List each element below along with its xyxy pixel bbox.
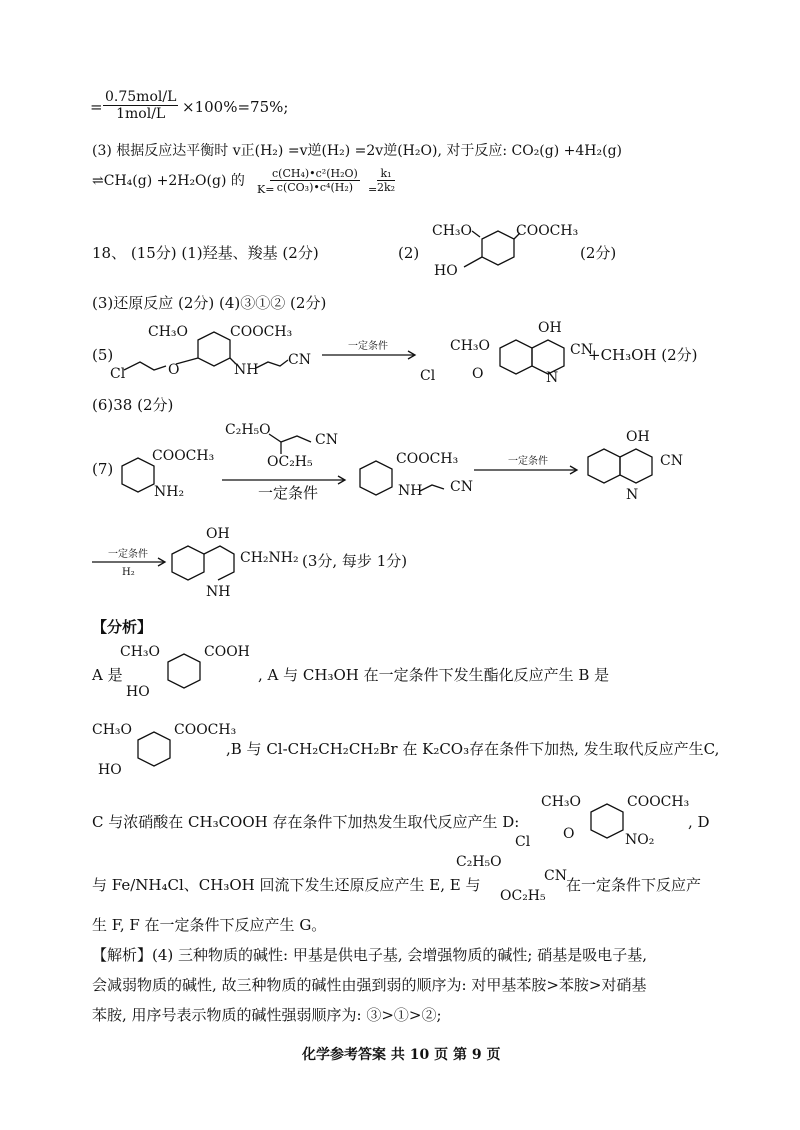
structure-a (118, 640, 258, 700)
reagent-e (456, 852, 576, 902)
analysis-e-line-a: 与 Fe/NH₄Cl、CH₃OH 回流下发生还原反应产生 E, E 与 (92, 876, 481, 894)
arrow-7c-label-bot: H₂ (122, 567, 135, 578)
structure-d (515, 792, 695, 852)
label-oc2h5: OC₂H₅ (500, 888, 546, 904)
label-oh: OH (538, 320, 562, 336)
label-ch3o: CH₃O (120, 644, 161, 660)
structure-7-intermediate (350, 445, 480, 505)
structure-5-reactant (110, 318, 330, 388)
analysis-e-line-b: 在一定条件下反应产 (566, 876, 702, 894)
label-cn: CN (288, 352, 311, 368)
label-cooh: COOH (204, 644, 250, 660)
label-cooch3: COOCH₃ (516, 223, 579, 239)
label-no2: NO₂ (625, 832, 655, 848)
analysis-a-rest: , A 与 CH₃OH 在一定条件下发生酯化反应产生 B 是 (258, 666, 610, 684)
analysis-f-line: 生 F, F 在一定条件下反应产生 G。 (92, 916, 327, 934)
structure-7-product (170, 522, 310, 602)
label-cooch3: COOCH₃ (627, 794, 690, 810)
label-nh: NH (234, 362, 259, 378)
reagent-7 (225, 420, 345, 470)
label-ho: HO (126, 684, 150, 700)
label-nh: NH (206, 584, 231, 600)
label-o: O (472, 366, 484, 382)
explain-line3: 苯胺, 用序号表示物质的碱性强弱顺序为: ③>①>②; (92, 1006, 442, 1024)
label-ho: HO (98, 762, 122, 778)
label-ch3o: CH₃O (541, 794, 582, 810)
k2-numerator: k₁ (377, 167, 395, 181)
k2-denominator: 2k₂ (377, 181, 396, 194)
label-oh: OH (206, 526, 230, 542)
k-numerator: c(CH₄)•c²(H₂O) (272, 167, 358, 180)
page-footer: 化学参考答案 共 10 页 第 9 页 (302, 1047, 501, 1063)
label-oh: OH (626, 429, 650, 445)
q18-7-tail: (3分, 每步 1分) (302, 552, 408, 570)
structure-7-reactant (112, 440, 222, 500)
explain-line1: 【解析】(4) 三种物质的碱性: 甲基是供电子基, 会增强物质的碱性; 硝基是吸电子基, (92, 946, 647, 964)
label-cl: Cl (420, 368, 436, 384)
analysis-heading: 【分析】 (92, 618, 153, 636)
q18-6: (6)38 (2分) (92, 396, 174, 414)
q18-5-label: (5) (92, 346, 114, 364)
label-cooch3: COOCH₃ (152, 448, 215, 464)
label-nh: NH (398, 483, 423, 499)
k-eq2: = (368, 183, 378, 196)
label-cooch3: COOCH₃ (174, 722, 237, 738)
arrow-5-label: 一定条件 (348, 341, 388, 352)
label-cn: CN (544, 868, 567, 884)
analysis-d-tail: , D (688, 813, 710, 831)
k-denominator: c(CO₃)•c⁴(H₂) (276, 181, 354, 194)
label-o: O (168, 362, 180, 378)
q18-score2: (2分) (580, 244, 617, 262)
label-cooch3: COOCH₃ (396, 451, 459, 467)
label-nh2: NH₂ (154, 484, 185, 500)
arrow-7a-label: 一定条件 (258, 484, 319, 502)
line1-eq: = (90, 98, 103, 116)
q18-prefix: 18、 (15分) (1)羟基、羧基 (2分) (92, 244, 319, 262)
line1-rest: ×100%=75%; (182, 98, 289, 116)
label-cooch3: COOCH₃ (230, 324, 293, 340)
label-ch3o: CH₃O (450, 338, 491, 354)
label-cn: CN (570, 342, 593, 358)
label-n: N (626, 487, 639, 503)
label-ho: HO (434, 263, 458, 279)
line3-text: (3) 根据反应达平衡时 v正(H₂) =v逆(H₂) =2v逆(H₂O), 对于反应: CO₂(g) +4H₂(g) (92, 143, 622, 159)
k2-fraction (377, 167, 395, 194)
line1-denominator: 1mol/L (116, 106, 166, 122)
label-c2h5o: C₂H₅O (456, 854, 502, 870)
label-ch2nh2: CH₂NH₂ (240, 550, 299, 566)
label-c2h5o: C₂H₅O (225, 422, 271, 438)
structure-b-q2 (420, 215, 600, 285)
line1-numerator: 0.75mol/L (105, 89, 177, 105)
label-cl: Cl (110, 366, 126, 382)
label-oc2h5: OC₂H₅ (267, 454, 313, 470)
arrow-7c-label-top: 一定条件 (108, 549, 148, 560)
line4-left: ⇌CH₄(g) +2H₂O(g) 的 (92, 173, 245, 189)
arrow-7b-label: 一定条件 (508, 456, 548, 467)
k-label: K= (257, 183, 275, 196)
k-fraction (270, 167, 360, 194)
label-cn: CN (660, 453, 683, 469)
label-cn: CN (450, 479, 473, 495)
analysis-b-rest: ,B 与 Cl-CH₂CH₂CH₂Br 在 K₂CO₃存在条件下加热, 发生取代反应产生C, (226, 740, 720, 758)
label-ch3o: CH₃O (148, 324, 189, 340)
label-cl: Cl (515, 834, 531, 850)
line1-fraction (103, 89, 178, 122)
label-o: O (563, 826, 575, 842)
explain-line2: 会减弱物质的碱性, 故三种物质的碱性由强到弱的顺序为: 对甲基苯胺>苯胺>对硝基 (92, 976, 647, 994)
q18-7-label: (7) (92, 460, 114, 478)
label-ch3o: CH₃O (432, 223, 473, 239)
q18-3-4: (3)还原反应 (2分) (4)③①② (2分) (92, 294, 327, 312)
label-cn: CN (315, 432, 338, 448)
q18-part2: (2) (398, 244, 420, 262)
label-n: N (546, 370, 559, 386)
q18-5-tail: +CH₃OH (2分) (588, 346, 698, 364)
label-ch3o: CH₃O (92, 722, 133, 738)
analysis-c-line: C 与浓硝酸在 CH₃COOH 存在条件下加热发生取代反应产生 D: (92, 813, 520, 831)
structure-7-quinoline (580, 425, 700, 505)
analysis-a-is: A 是 (92, 666, 123, 684)
